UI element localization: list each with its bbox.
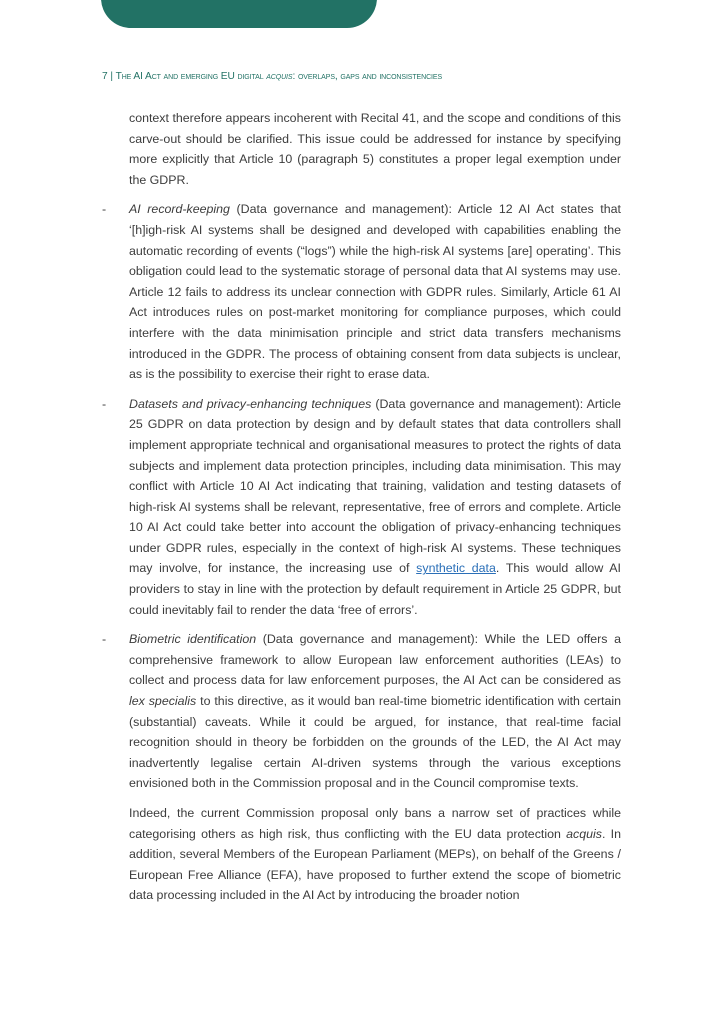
bullet-marker: - <box>102 632 107 647</box>
bullet-text <box>129 629 621 794</box>
bullet-text <box>129 394 621 621</box>
header-decorative-tab <box>101 0 377 28</box>
header-title-italic: acquis <box>266 71 293 82</box>
bullet-title: AI record-keeping <box>129 202 230 217</box>
followup-text-end: . In addition, several Members of the European Parliament (MEPs), on behalf of the Greens / European Free Alliance (EFA), have proposed to further extend the scope of biometric data processing included in the AI Act by introducing the broader notion <box>129 826 622 903</box>
continuation-paragraph: context therefore appears incoherent with Recital 41, and the scope and conditions of this carve-out should be clarified. This issue could be addressed for instance by specifying more explicitly that Article 10 (paragraph 5) constitutes a proper legal exemption under the GDPR. <box>129 111 621 187</box>
followup-paragraph <box>129 803 621 906</box>
bullet-datasets-privacy <box>101 394 621 621</box>
document-body <box>101 108 621 906</box>
bullet-marker: - <box>102 202 107 217</box>
bullet-body: (Data governance and management): Article 12 AI Act states that ‘[h]igh-risk AI systems shall be designed and developed with capabilities enabling the automatic recording of events (“logs”) while the high-risk AI systems [are] operating’. This obligation could lead to the systematic storage of personal data that AI systems may use. Article 12 fails to address its unclear connection with GDPR rules. Similarly, Article 61 AI Act introduces rules on post-market monitoring for compliance purposes, which could interfere with the data minimisation principle and strict data transfers mechanisms introduced in the GDPR. The process of obtaining consent from data subjects is unclear, as is the possibility to exercise their right to erase data. <box>129 202 621 382</box>
bullet-body-end: . This would allow AI providers to stay in line with the protection by default requirement in Article 25 GDPR, but could inevitably fail to render the data ‘free of errors’. <box>129 561 622 617</box>
bullet-title: Biometric identification <box>129 632 257 647</box>
synthetic-data-link[interactable]: synthetic data <box>416 561 496 576</box>
acquis-term: acquis <box>566 826 602 841</box>
bullet-text <box>129 199 621 384</box>
bullet-body-end: to this directive, as it would ban real-time biometric identification with certain (substantial) caveats. While it could be argued, for instance, that real-time facial recognition should in theory be forbidden on the grounds of the LED, the AI Act may inadvertently legalise certain AI-driven systems through the various exceptions envisioned both in the Commission proposal and in the Council compromise texts. <box>129 694 621 791</box>
running-header <box>102 71 442 82</box>
lex-specialis-term: lex specialis <box>129 694 197 709</box>
page-number: 7 <box>102 71 108 82</box>
bullet-body: (Data governance and management): While the LED offers a comprehensive framework to allow European law enforcement authorities (LEAs) to collect and process data for law enforcement purposes, the AI Act can be considered as <box>129 632 621 688</box>
bullet-body: (Data governance and management): Article 25 GDPR on data protection by design and by default states that data controllers shall implement appropriate technical and organisational measures to protect the rights of data subjects and implement data protection principles, including data minimisation. This may conflict with Article 10 AI Act indicating that training, validation and testing datasets of high-risk AI systems shall be relevant, representative, free of errors and complete. Article 10 AI Act could take better into account the obligation of privacy-enhancing techniques under GDPR rules, especially in the context of high-risk AI systems. These techniques may involve, for instance, the increasing use of <box>129 396 621 576</box>
bullet-ai-record-keeping <box>101 199 621 384</box>
header-separator: | <box>110 71 113 82</box>
header-title-part2: : overlaps, gaps and inconsistencies <box>292 71 443 82</box>
bullet-marker: - <box>102 396 107 411</box>
followup-text: Indeed, the current Commission proposal only bans a narrow set of practices while categorising others as high risk, thus conflicting with the EU data protection <box>129 806 621 841</box>
bullet-title: Datasets and privacy-enhancing techniques <box>129 396 372 411</box>
header-title-part1: The AI Act and emerging EU digital <box>115 71 267 82</box>
bullet-biometric-identification <box>101 629 621 794</box>
